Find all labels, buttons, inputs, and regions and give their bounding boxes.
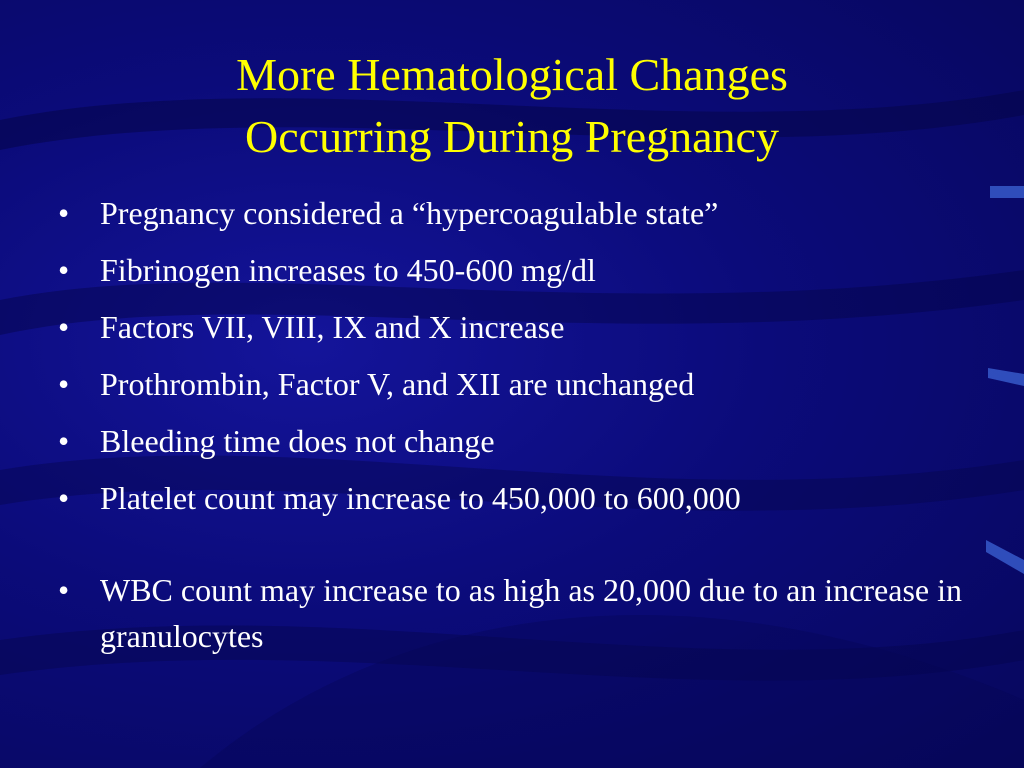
bullet-icon: • xyxy=(58,480,70,516)
bullet-text: Prothrombin, Factor V, and XII are unchanged xyxy=(100,366,695,402)
bullet-text: Bleeding time does not change xyxy=(100,423,495,459)
slide-title xyxy=(0,44,1024,168)
bullet-icon: • xyxy=(58,252,70,288)
bullet-item xyxy=(56,475,986,521)
bullet-item xyxy=(56,567,986,659)
bullet-text: Pregnancy considered a “hypercoagulable state” xyxy=(100,195,719,231)
bullet-text: WBC count may increase to as high as 20,000 due to an increase in granulocytes xyxy=(100,572,962,654)
bullet-item xyxy=(56,361,986,407)
bullet-list xyxy=(56,190,986,670)
bullet-icon: • xyxy=(58,195,70,231)
bullet-text: Factors VII, VIII, IX and X increase xyxy=(100,309,565,345)
bullet-icon: • xyxy=(58,423,70,459)
bullet-text: Platelet count may increase to 450,000 to 600,000 xyxy=(100,480,741,516)
bullet-item xyxy=(56,304,986,350)
bullet-icon: • xyxy=(58,366,70,402)
bullet-icon: • xyxy=(58,309,70,345)
bullet-icon: • xyxy=(58,572,70,608)
bullet-item xyxy=(56,190,986,236)
bullet-item xyxy=(56,247,986,293)
bullet-text: Fibrinogen increases to 450-600 mg/dl xyxy=(100,252,596,288)
slide-title-line-1: More Hematological Changes xyxy=(236,49,788,100)
bullet-item xyxy=(56,418,986,464)
slide-title-line-2: Occurring During Pregnancy xyxy=(245,111,779,162)
